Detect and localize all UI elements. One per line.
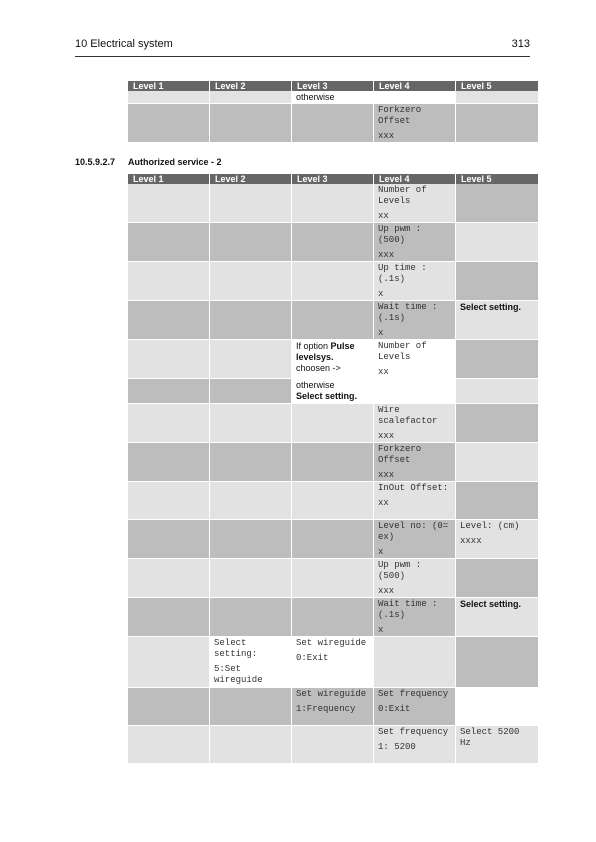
table-cell: Up pwm : (500) xxx bbox=[374, 559, 456, 598]
table-row bbox=[128, 559, 538, 598]
table-cell: Up pwm : (500) xxx bbox=[374, 223, 456, 262]
table-row bbox=[128, 262, 538, 301]
table-cell: Select setting: 5:Set wireguide bbox=[210, 637, 292, 688]
column-header: Level 1 bbox=[128, 174, 210, 184]
table-cell: Set wireguide 0:Exit bbox=[292, 637, 374, 688]
column-header: Level 2 bbox=[210, 174, 292, 184]
table-row bbox=[128, 726, 538, 764]
table-cell: InOut Offset: xx bbox=[374, 482, 456, 520]
table-cell: Level: (cm) xxxx bbox=[456, 520, 538, 559]
table-row bbox=[128, 223, 538, 262]
table-row bbox=[128, 482, 538, 520]
table-row bbox=[128, 91, 538, 104]
table-cell: Number of Levels xx bbox=[374, 340, 456, 379]
column-header: Level 4 bbox=[374, 174, 456, 184]
table-cell: Set wireguide 1:Frequency bbox=[292, 688, 374, 726]
table-row bbox=[128, 404, 538, 443]
table-cell: Forkzero Offset xxx bbox=[374, 104, 456, 143]
table-row bbox=[128, 301, 538, 340]
table-cell: Set frequency 0:Exit bbox=[374, 688, 456, 726]
table-row bbox=[128, 688, 538, 726]
section-heading: 10.5.9.2.7 Authorized service - 2 bbox=[75, 157, 222, 167]
table-row bbox=[128, 598, 538, 637]
table-cell: Set frequency 1: 5200 bbox=[374, 726, 456, 764]
table-cell: Select 5200 Hz bbox=[456, 726, 538, 764]
column-header: Level 3 bbox=[292, 174, 374, 184]
page-header bbox=[75, 38, 530, 57]
column-header: Level 1 bbox=[128, 81, 210, 91]
table-cell: Forkzero Offset xxx bbox=[374, 443, 456, 482]
page-number: 313 bbox=[511, 38, 530, 50]
table-cell: Wait time : (.1s) x bbox=[374, 598, 456, 637]
table-row bbox=[128, 184, 538, 223]
table-row bbox=[128, 443, 538, 482]
settings-table-1 bbox=[128, 81, 538, 143]
table-cell: Wire scalefactor xxx bbox=[374, 404, 456, 443]
table-row bbox=[128, 637, 538, 688]
column-header: Level 2 bbox=[210, 81, 292, 91]
column-header: Level 5 bbox=[456, 81, 538, 91]
table-cell: Wait time : (.1s) x bbox=[374, 301, 456, 340]
table-cell: Level no: (0= ex) x bbox=[374, 520, 456, 559]
table-cell: otherwise bbox=[292, 91, 374, 104]
table-cell: Select setting. bbox=[456, 598, 538, 637]
section-title: 10 Electrical system bbox=[75, 38, 173, 50]
table-cell: otherwise Select setting. bbox=[292, 379, 374, 404]
column-header: Level 5 bbox=[456, 174, 538, 184]
table-header-row bbox=[128, 81, 538, 91]
table-row bbox=[128, 379, 538, 404]
table-row bbox=[128, 520, 538, 559]
table-cell: Up time : (.1s) x bbox=[374, 262, 456, 301]
column-header: Level 4 bbox=[374, 81, 456, 91]
table-cell: If option Pulse levelsys. choosen -> bbox=[292, 340, 374, 379]
table-row bbox=[128, 104, 538, 143]
table-row bbox=[128, 340, 538, 379]
table-cell: Select setting. bbox=[456, 301, 538, 340]
table-header-row bbox=[128, 174, 538, 184]
settings-table-2 bbox=[128, 174, 538, 764]
table-cell: Number of Levels xx bbox=[374, 184, 456, 223]
column-header: Level 3 bbox=[292, 81, 374, 91]
